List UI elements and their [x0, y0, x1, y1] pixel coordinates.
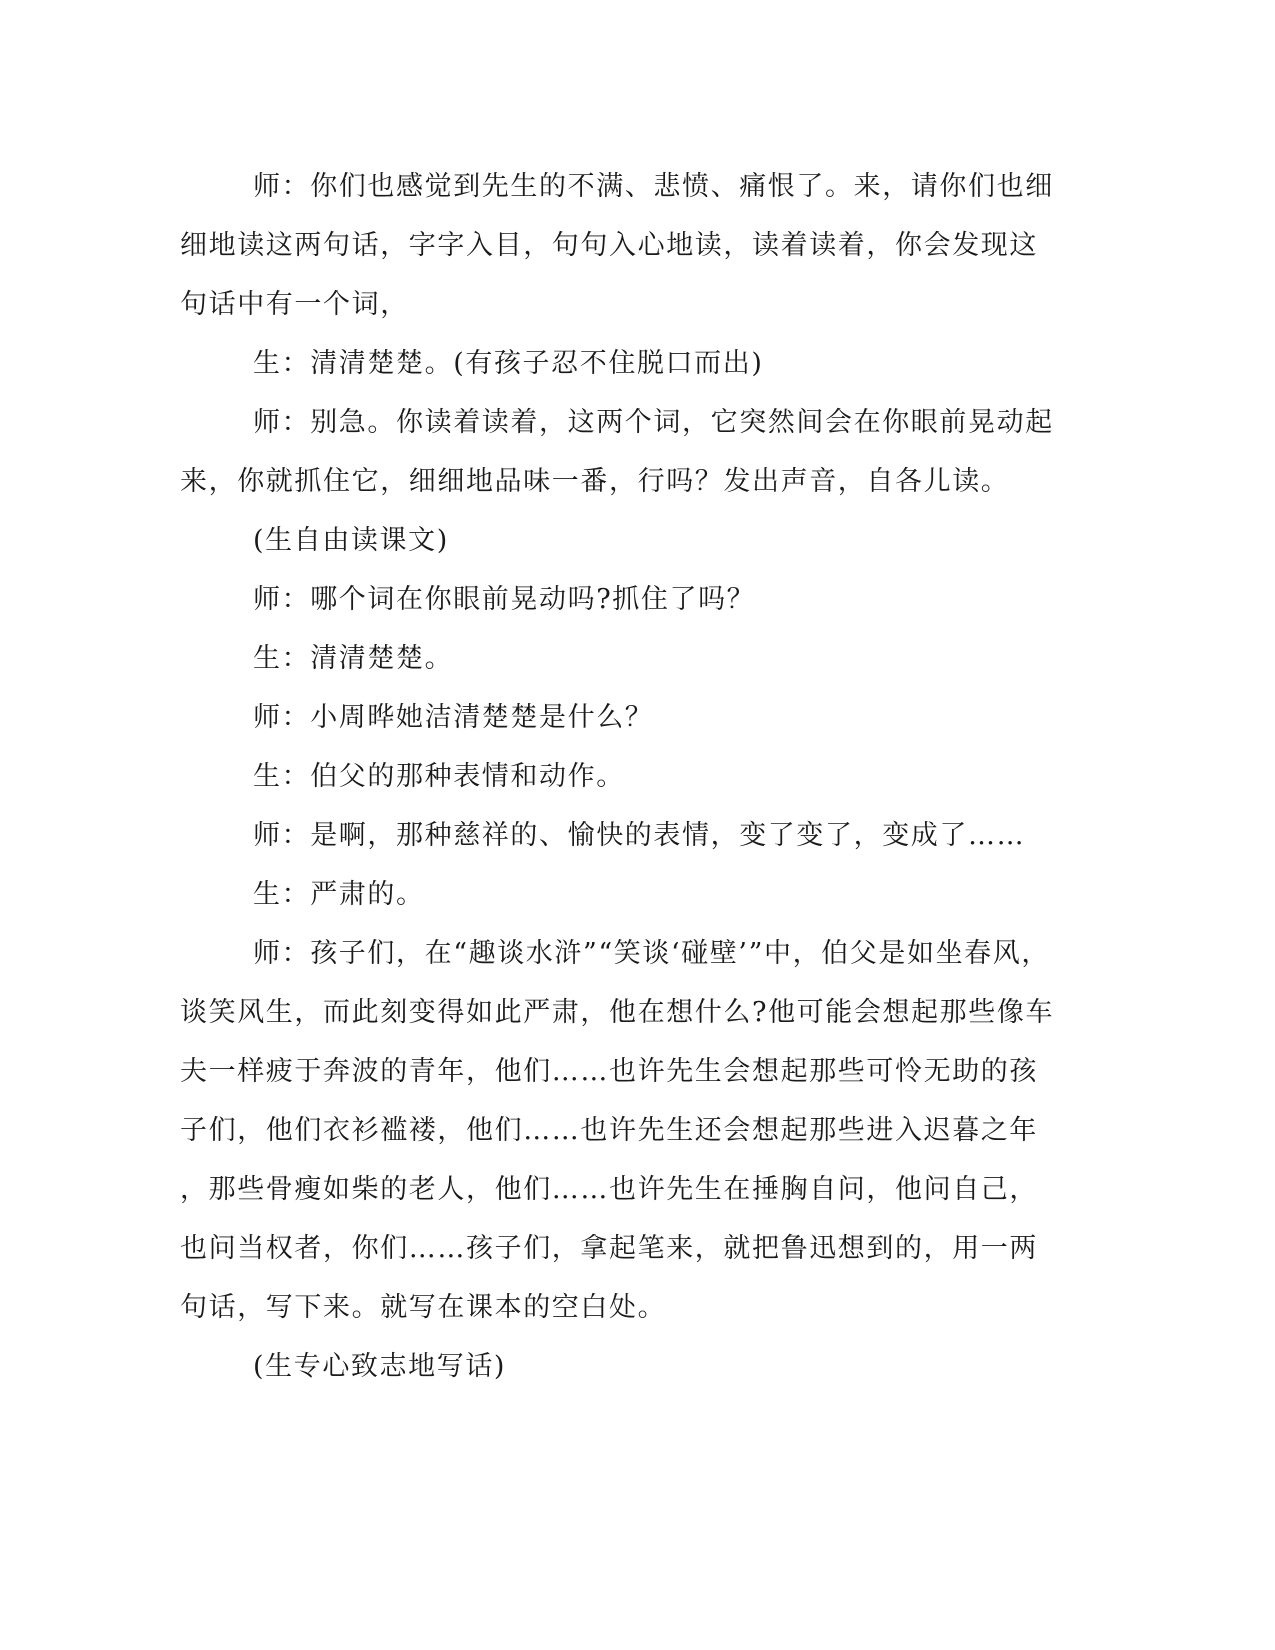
- text-line: 生：清清楚楚。: [253, 643, 454, 674]
- text-line: 子们，他们衣衫褴褛，他们……也许先生还会想起那些进入迟暮之年: [180, 1115, 1038, 1146]
- text-line: 谈笑风生，而此刻变得如此严肃，他在想什么?他可能会想起那些像车: [180, 997, 1055, 1028]
- text-line: 生：清清楚楚。(有孩子忍不住脱口而出): [253, 348, 764, 379]
- text-line: 师：是啊，那种慈祥的、愉快的表情，变了变了，变成了……: [253, 820, 1026, 851]
- text-line: 师：你们也感觉到先生的不满、悲愤、痛恨了。来，请你们也细: [253, 171, 1054, 202]
- text-line: ，那些骨瘦如柴的老人，他们……也许先生在捶胸自问，他问自己，: [180, 1174, 1038, 1205]
- text-line: (生自由读课文): [253, 525, 449, 556]
- text-line: 句话中有一个词，: [180, 289, 409, 320]
- text-line: 师：小周晔她洁清楚楚是什么？: [253, 702, 654, 733]
- text-line: 细地读这两句话，字字入目，句句入心地读，读着读着，你会发现这: [180, 230, 1038, 261]
- document-page: [180, 157, 1055, 1396]
- text-line: 生：严肃的。: [253, 879, 425, 910]
- text-line: 夫一样疲于奔波的青年，他们……也许先生会想起那些可怜无助的孩: [180, 1056, 1038, 1087]
- text-line: (生专心致志地写话): [253, 1351, 507, 1382]
- text-line: 生：伯父的那种表情和动作。: [253, 761, 625, 792]
- text-line: 也问当权者，你们……孩子们，拿起笔来，就把鲁迅想到的，用一两: [180, 1233, 1038, 1264]
- text-line: 师：哪个词在你眼前晃动吗?抓住了吗？: [253, 584, 756, 615]
- text-line: 句话，写下来。就写在课本的空白处。: [180, 1292, 667, 1323]
- text-line: 师：孩子们，在“趣谈水浒”“笑谈‘碰壁’”中，伯父是如坐春风，: [253, 938, 1050, 969]
- text-line: 来，你就抓住它，细细地品味一番，行吗？发出声音，自各儿读。: [180, 466, 1010, 497]
- text-line: 师：别急。你读着读着，这两个词，它突然间会在你眼前晃动起: [253, 407, 1054, 438]
